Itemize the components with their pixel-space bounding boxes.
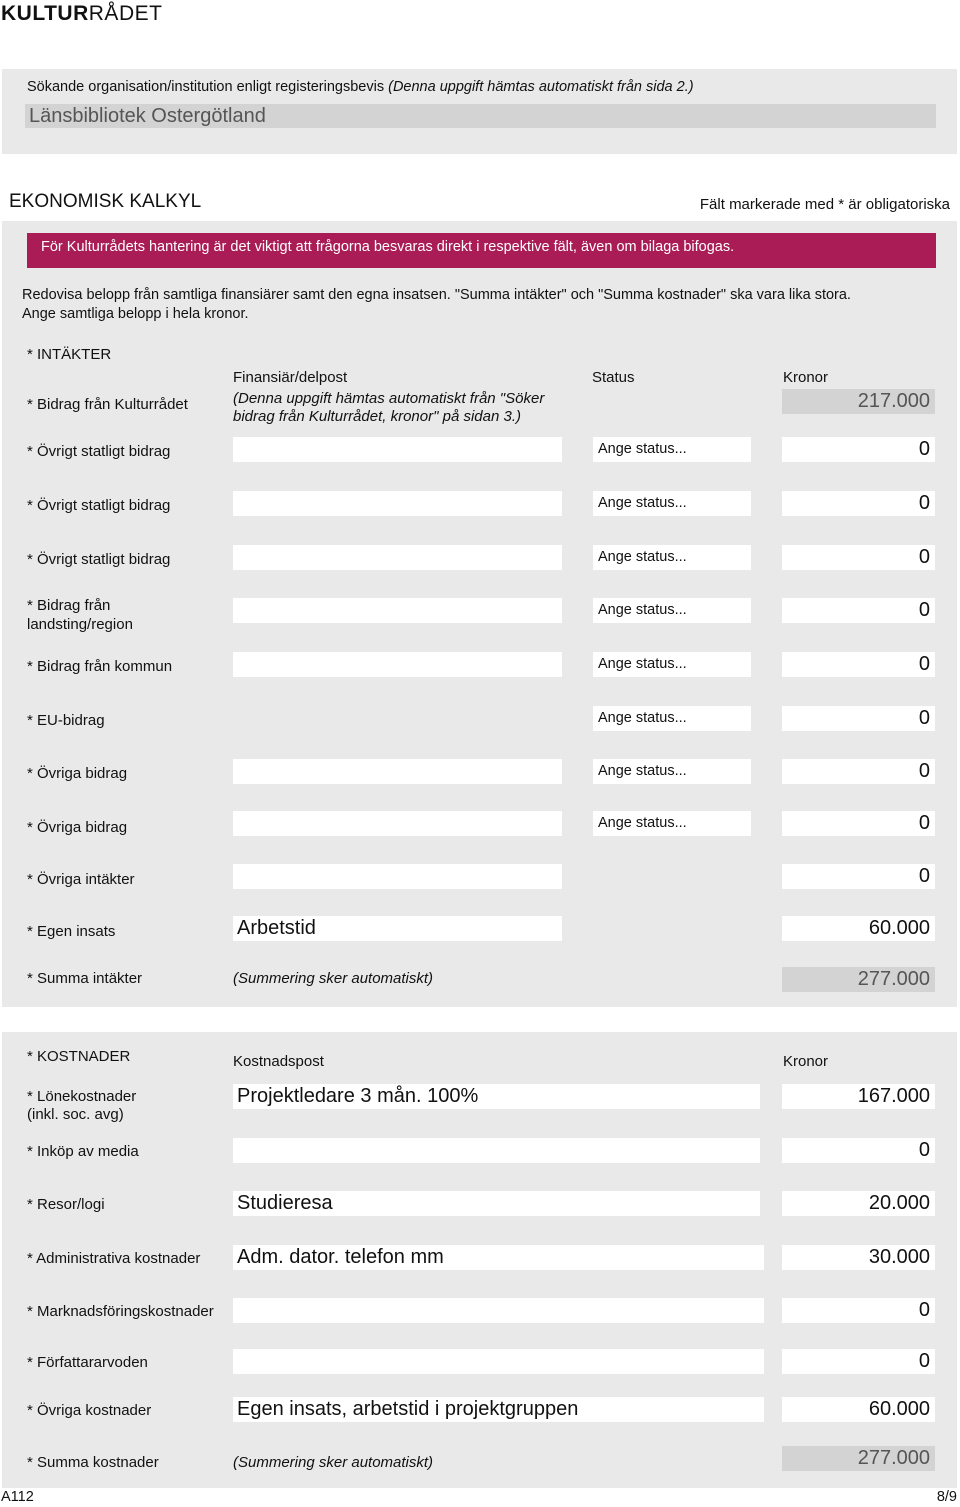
cost-row-label: * Författararvoden [27, 1354, 148, 1371]
income-sum-amount: 277.000 [782, 967, 935, 992]
income-row-label: * Övriga bidrag [27, 819, 128, 836]
income-label-kulturradet: * Bidrag från Kulturrådet [27, 396, 188, 413]
organisation-name-field [25, 104, 936, 128]
income-sum-label: * Summa intäkter [27, 970, 143, 987]
cost-amount-input[interactable]: 167.000 [782, 1084, 935, 1109]
income-status-select[interactable]: Ange status... [593, 811, 751, 836]
income-funder-input[interactable] [233, 652, 562, 677]
income-row-label: * Egen insats [27, 923, 116, 940]
costs-sum-label: * Summa kostnader [27, 1454, 159, 1471]
kulturradet-note-line-2: bidrag från Kulturrådet, kronor" på sidan 3.) [233, 408, 521, 425]
income-funder-input[interactable] [233, 811, 562, 836]
income-funder-input[interactable] [233, 437, 562, 462]
income-status-select[interactable]: Ange status... [593, 598, 751, 623]
costs-heading: * KOSTNADER [27, 1048, 131, 1065]
income-col-status: Status [592, 369, 635, 386]
income-status-select[interactable]: Ange status... [593, 759, 751, 784]
cost-amount-input[interactable]: 60.000 [782, 1397, 935, 1422]
costs-col-item: Kostnadspost [233, 1053, 324, 1070]
form-id: A112 [1, 1489, 34, 1505]
cost-amount-input[interactable]: 0 [782, 1349, 935, 1374]
cost-amount-input[interactable]: 0 [782, 1298, 935, 1323]
income-amount-input[interactable]: 0 [782, 759, 935, 784]
cost-row-label: * Administrativa kostnader [27, 1250, 201, 1267]
income-amount-input[interactable]: 0 [782, 652, 935, 677]
income-amount-input[interactable]: 0 [782, 437, 935, 462]
income-funder-input[interactable] [233, 916, 562, 941]
income-row-label: * Övrigt statligt bidrag [27, 551, 171, 568]
cost-row-label: * Marknadsföringskostnader [27, 1303, 214, 1320]
income-funder-input[interactable] [233, 864, 562, 889]
cost-item-input[interactable] [233, 1191, 760, 1216]
income-row-label-line-2: landsting/region [27, 616, 133, 633]
income-row-label: * EU-bidrag [27, 712, 105, 729]
organisation-label-text: Sökande organisation/institution enligt registeringsbevis [27, 79, 385, 95]
cost-row-label: * Inköp av media [27, 1143, 139, 1160]
cost-row-label: * Resor/logi [27, 1196, 105, 1213]
income-row-label-line-1: * Bidrag från [27, 597, 111, 614]
income-amount-input[interactable]: 0 [782, 706, 935, 731]
page-number: 8/9 [936, 1489, 957, 1505]
income-status-select[interactable]: Ange status... [593, 437, 751, 462]
income-sum-note: (Summering sker automatiskt) [233, 970, 434, 987]
income-amount-input[interactable]: 60.000 [782, 916, 935, 941]
income-funder-input[interactable] [233, 491, 562, 516]
income-amount-input[interactable]: 0 [782, 491, 935, 516]
cost-amount-input[interactable]: 30.000 [782, 1245, 935, 1270]
organisation-label-note: (Denna uppgift hämtas automatiskt från sida 2.) [388, 79, 694, 95]
income-status-select[interactable]: Ange status... [593, 545, 751, 570]
instruction-line-1: Redovisa belopp från samtliga finansiärer samt den egna insatsen. "Summa intäkter" och "Summa kostnader" ska vara lika stora. [22, 287, 851, 303]
organisation-label [27, 79, 694, 95]
organisation-name: Länsbibliotek Ostergötland [29, 105, 266, 127]
income-heading: * INTÄKTER [27, 346, 112, 363]
section-title: EKONOMISK KALKYL [9, 191, 202, 212]
cost-item-value: Egen insats, arbetstid i projektgruppen [237, 1398, 579, 1420]
cost-item-input[interactable] [233, 1084, 760, 1109]
cost-item-input[interactable] [233, 1298, 764, 1323]
kulturradet-note-line-1: (Denna uppgift hämtas automatiskt från "Söker [233, 390, 545, 407]
kulturradet-logo [1, 2, 162, 26]
income-row-label: * Övriga intäkter [27, 871, 135, 888]
required-fields-note: Fält markerade med * är obligatoriska [699, 196, 950, 213]
income-funder-value: Arbetstid [237, 917, 316, 939]
cost-item-value: Projektledare 3 mån. 100% [237, 1085, 479, 1107]
income-amount-input[interactable]: 0 [782, 598, 935, 623]
income-amount-input[interactable]: 0 [782, 545, 935, 570]
cost-row-label-line-2: (inkl. soc. avg) [27, 1106, 124, 1123]
costs-sum-note: (Summering sker automatiskt) [233, 1454, 434, 1471]
cost-item-input[interactable] [233, 1349, 764, 1374]
cost-item-input[interactable] [233, 1138, 760, 1163]
costs-sum-amount: 277.000 [782, 1446, 935, 1471]
instruction-banner: För Kulturrådets hantering är det viktigt att frågorna besvaras direkt i respektive fält, även om bilaga bifogas. [27, 233, 936, 268]
income-col-funder: Finansiär/delpost [233, 369, 348, 386]
income-row-label: * Övrigt statligt bidrag [27, 497, 171, 514]
income-col-amount: Kronor [783, 369, 829, 386]
cost-row-label: * Övriga kostnader [27, 1402, 152, 1419]
income-funder-input[interactable] [233, 759, 562, 784]
income-status-select[interactable]: Ange status... [593, 652, 751, 677]
cost-item-value: Studieresa [237, 1192, 333, 1214]
income-row-label: * Övriga bidrag [27, 765, 128, 782]
cost-item-value: Adm. dator. telefon mm [237, 1246, 444, 1268]
income-funder-input[interactable] [233, 598, 562, 623]
kulturradet-amount: 217.000 [782, 389, 935, 414]
income-status-select[interactable]: Ange status... [593, 491, 751, 516]
cost-item-input[interactable] [233, 1245, 764, 1270]
income-status-select[interactable]: Ange status... [593, 706, 751, 731]
cost-amount-input[interactable]: 20.000 [782, 1191, 935, 1216]
cost-row-label-line-1: * Lönekostnader [27, 1088, 137, 1105]
instruction-line-2: Ange samtliga belopp i hela kronor. [22, 306, 249, 322]
income-funder-input[interactable] [233, 545, 562, 570]
cost-item-input[interactable] [233, 1397, 764, 1422]
income-row-label: * Bidrag från kommun [27, 658, 173, 675]
income-row-label: * Övrigt statligt bidrag [27, 443, 171, 460]
income-amount-input[interactable]: 0 [782, 864, 935, 889]
costs-col-amount: Kronor [783, 1053, 829, 1070]
cost-amount-input[interactable]: 0 [782, 1138, 935, 1163]
logo-light-text: RÅDET [88, 2, 163, 25]
income-amount-input[interactable]: 0 [782, 811, 935, 836]
logo-bold-text: KULTUR [1, 2, 89, 25]
